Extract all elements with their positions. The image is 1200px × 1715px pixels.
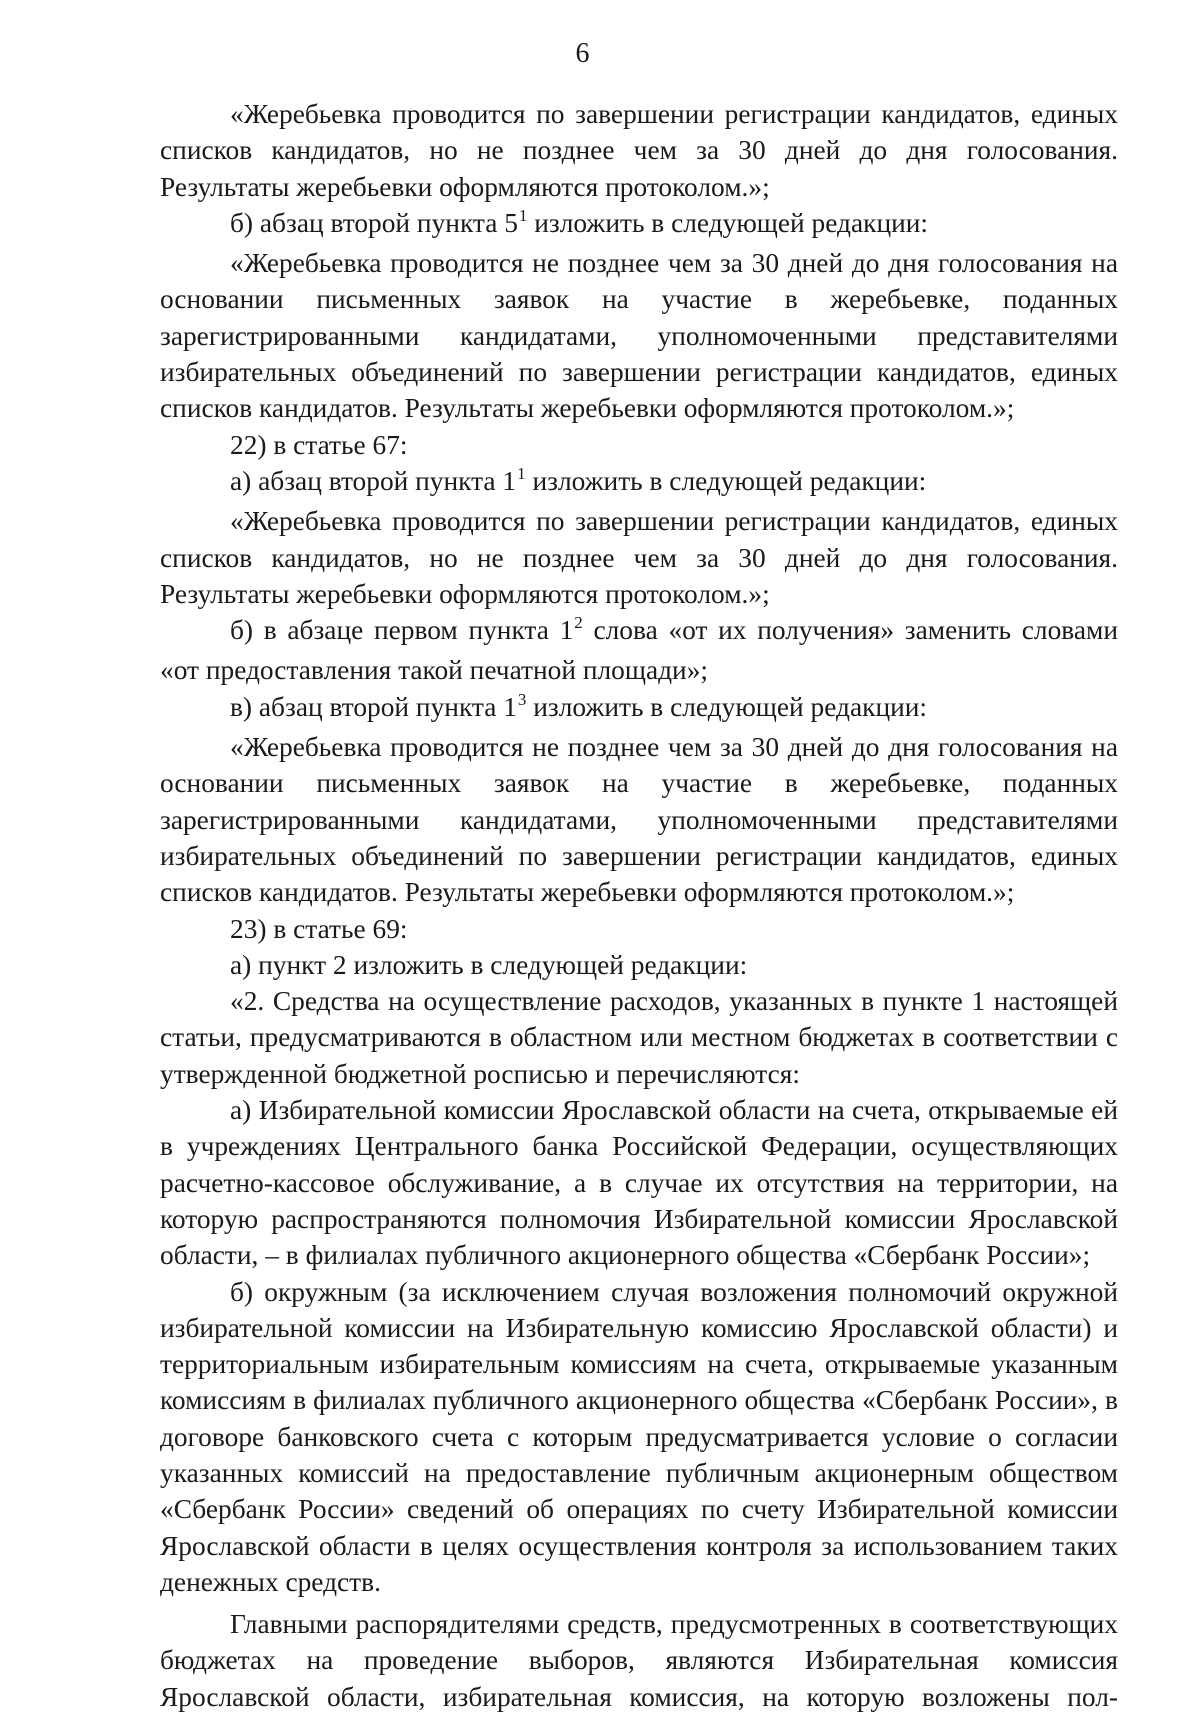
paragraph-amend-a-1-1 (160, 463, 1118, 503)
paragraph-text: изложить в следующей редакции: (526, 691, 928, 722)
superscript-index: 2 (574, 613, 583, 633)
paragraph-draw-quote-2: «Жеребьевка проводится не позднее чем за 30 дней до дня голосования на основании письменных заявок на участие в жеребьевке, поданных зарегистрированными кандидатами, уполномоченными представителями избирательных объединений по завершении регистрации кандидатов, единых списков кандидатов. Результаты жеребьевки оформляются протоколом.»; (160, 248, 1118, 424)
paragraph-draw-quote-3: «Жеребьевка проводится по завершении регистрации кандидатов, единых списков кандидатов, но не позднее чем за 30 дней до дня голосования. Результаты жеребьевки оформляются протоколом.»; (160, 506, 1118, 609)
paragraph-text: в) абзац второй пункта 1 (230, 691, 517, 722)
paragraph-main-administrators: Главными распорядителями средств, предусмотренных в соответствующих бюджетах на проведение выборов, являются Избирательная комиссия Ярославской области, избирательная комиссия, на которую возложены пол- (160, 1609, 1118, 1712)
paragraph-funds-clause-2: «2. Средства на осуществление расходов, указанных в пункте 1 настоящей статьи, предусматриваются в областном или местном бюджетах в соответствии с утвержденной бюджетной росписью и перечисляются: (160, 986, 1118, 1089)
superscript-index: 1 (518, 205, 528, 225)
paragraph-article-69: 23) в статье 69: (230, 913, 408, 944)
superscript-index: 1 (517, 463, 526, 483)
paragraph-amend-a-2: а) пункт 2 изложить в следующей редакции: (230, 949, 748, 980)
paragraph-text: слова «от их получения» заменить словами «от предоставления такой печатной площади»; (160, 615, 1118, 686)
document-body (160, 96, 1118, 1715)
page-number: 6 (575, 38, 590, 69)
paragraph-draw-quote-1: «Жеребьевка проводится по завершении регистрации кандидатов, единых списков кандидатов, но не позднее чем за 30 дней до дня голосования. Результаты жеребьевки оформляются протоколом.»; (160, 99, 1118, 202)
paragraph-subitem-b: б) окружным (за исключением случая возложения полномочий окружной избирательной комиссии на Избирательную комиссию Ярославской области) и территориальным избирательным комиссиям на счета, открываемые указанным комиссиям в филиалах публичного акционерного общества «Сбербанк России», в договоре банковского счета с которым предусматривается условие о согласии указанных комиссий на предоставление публичным акционерным обществом «Сбербанк России» сведений об операциях по счету Избирательной комиссии Ярославской области в целях осуществления контроля за использованием таких денежных средств. (160, 1276, 1118, 1597)
paragraph-amend-b-5-1 (160, 205, 1118, 245)
paragraph-text: изложить в следующей редакции: (525, 465, 927, 496)
paragraph-draw-quote-4: «Жеребьевка проводится не позднее чем за 30 дней до дня голосования на основании письменных заявок на участие в жеребьевке, поданных зарегистрированными кандидатами, уполномоченными представителями избирательных объединений по завершении регистрации кандидатов, единых списков кандидатов. Результаты жеребьевки оформляются протоколом.»; (160, 732, 1118, 908)
paragraph-text: а) абзац второй пункта 1 (230, 465, 517, 496)
paragraph-amend-v-1-3 (160, 689, 1118, 729)
paragraph-text: б) в абзаце первом пункта 1 (230, 615, 574, 646)
superscript-index: 3 (517, 689, 527, 709)
paragraph-article-67: 22) в статье 67: (230, 429, 408, 460)
paragraph-amend-b-1-2 (160, 612, 1118, 689)
paragraph-subitem-a: а) Избирательной комиссии Ярославской области на счета, открываемые ей в учреждениях Центрального банка Российской Федерации, осуществляющих расчетно-кассовое обслуживание, а в случае их отсутствия на территории, на которую распространяются полномочия Избирательной комиссии Ярославской области, – в филиалах публичного акционерного общества «Сбербанк России»; (160, 1095, 1118, 1271)
paragraph-text: б) абзац второй пункта 5 (230, 207, 518, 238)
paragraph-text: изложить в следующей редакции: (527, 207, 929, 238)
